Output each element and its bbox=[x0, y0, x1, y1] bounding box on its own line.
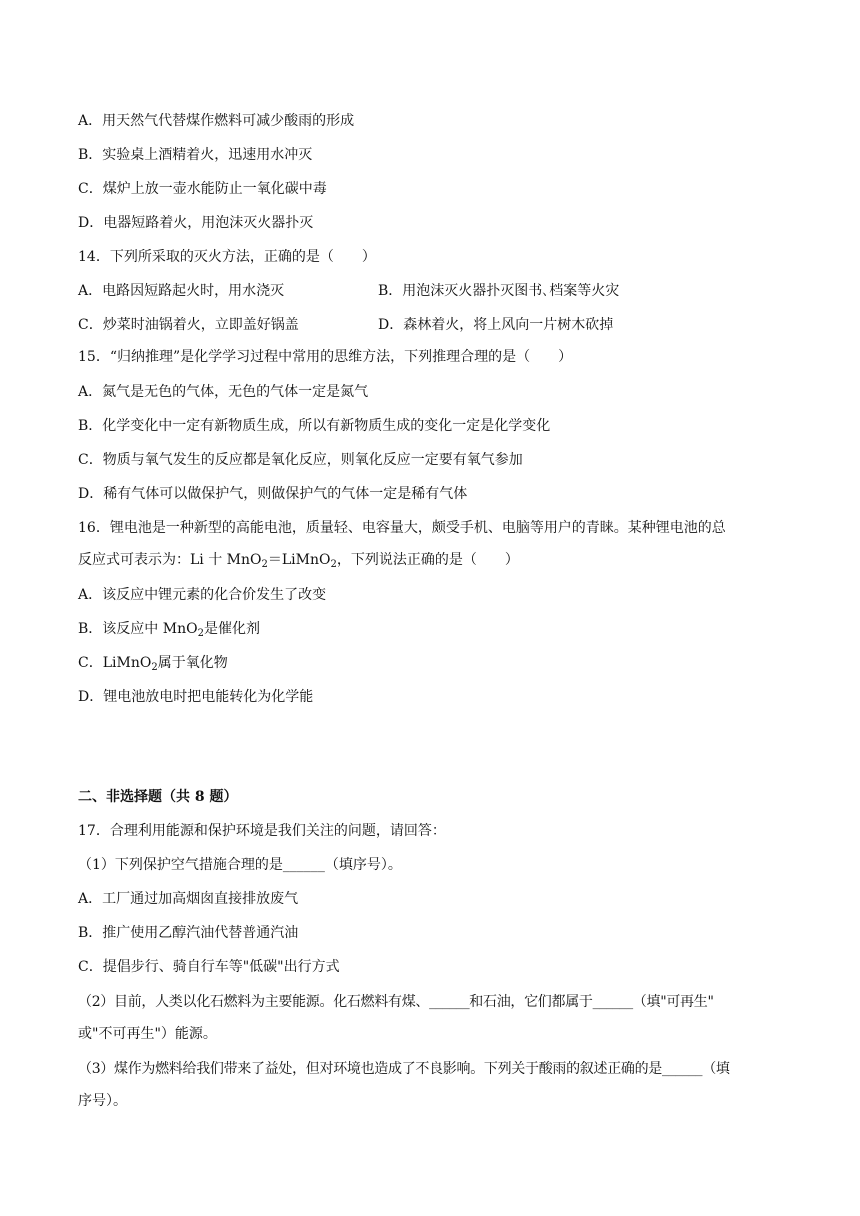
question-15-option-c: C．物质与氧气发生的反应都是氧化反应，则氧化反应一定要有氧气参加 bbox=[78, 452, 523, 468]
question-16-option-a: A．该反应中锂元素的化合价发生了改变 bbox=[78, 587, 327, 603]
question-16-option-b bbox=[78, 619, 260, 639]
question-14-option-a: A．电路因短路起火时，用水浇灭 bbox=[78, 283, 285, 299]
question-15-option-d: D．稀有气体可以做保护气，则做保护气的气体一定是稀有气体 bbox=[78, 486, 468, 502]
question-16-stem-line-2 bbox=[78, 550, 519, 570]
question-13-option-b: B．实验桌上酒精着火，迅速用水冲灭 bbox=[78, 147, 313, 163]
question-14-option-b: B．用泡沫灭火器扑灭图书､档案等火灾 bbox=[378, 283, 620, 299]
option-b-text-tail: 是催化剂 bbox=[203, 621, 260, 637]
question-17-part-2-line-1: （2）目前，人类以化石燃料为主要能源。化石燃料有煤、______和石油，它们都属于______（填"可再生" bbox=[78, 994, 714, 1010]
question-14-stem: 14．下列所采取的灭火方法，正确的是（ ） bbox=[78, 249, 376, 265]
subscript: 2 bbox=[197, 628, 204, 639]
reaction-equation-right: ＝LiMnO bbox=[267, 552, 331, 568]
section-heading: 二、非选择题（共 8 题） bbox=[78, 789, 238, 805]
option-c-text-tail: 属于氧化物 bbox=[157, 655, 228, 671]
question-17-part-3-line-1: （3）煤作为燃料给我们带来了益处，但对环境也造成了不良影响。下列关于酸雨的叙述正确的是______（填 bbox=[78, 1061, 730, 1077]
question-14-option-d: D．森林着火，将上风向一片树木砍掉 bbox=[378, 317, 614, 333]
question-17-part-3-line-2: 序号）。 bbox=[78, 1093, 127, 1109]
question-13-option-a: A．用天然气代替煤作燃料可减少酸雨的形成 bbox=[78, 113, 355, 129]
question-14-option-c: C．炒菜时油锅着火，立即盖好锅盖 bbox=[78, 317, 299, 333]
question-17-part-1: （1）下列保护空气措施合理的是______（填序号）。 bbox=[78, 857, 402, 873]
option-b-text: B．该反应中 MnO bbox=[78, 621, 198, 637]
question-13-option-c: C．煤炉上放一壶水能防止一氧化碳中毒 bbox=[78, 181, 327, 197]
question-16-stem-tail: ，下列说法正确的是（ ） bbox=[336, 552, 519, 568]
question-16-stem-line-1: 16．锂电池是一种新型的高能电池，质量轻、电容量大，颇受手机、电脑等用户的青睐。某种锂电池的总 bbox=[78, 520, 726, 536]
question-16-option-c bbox=[78, 653, 228, 673]
question-17-part-2-line-2: 或"不可再生"）能源。 bbox=[78, 1026, 217, 1042]
question-17-part-1-option-a: A．工厂通过加高烟囱直接排放废气 bbox=[78, 891, 299, 907]
question-17-part-1-option-c: C．提倡步行、骑自行车等"低碳"出行方式 bbox=[78, 959, 340, 975]
question-16-option-d: D．锂电池放电时把电能转化为化学能 bbox=[78, 689, 314, 705]
subscript: 2 bbox=[261, 559, 268, 570]
question-17-part-1-option-b: B．推广使用乙醇汽油代替普通汽油 bbox=[78, 925, 299, 941]
subscript: 2 bbox=[330, 559, 337, 570]
option-c-text: C．LiMnO bbox=[78, 655, 152, 671]
question-15-stem: 15．“归纳推理”是化学学习过程中常用的思维方法，下列推理合理的是（ ） bbox=[78, 349, 573, 365]
question-13-option-d: D．电器短路着火，用泡沫灭火器扑灭 bbox=[78, 215, 314, 231]
subscript: 2 bbox=[151, 662, 158, 673]
question-15-option-b: B．化学变化中一定有新物质生成，所以有新物质生成的变化一定是化学变化 bbox=[78, 418, 551, 434]
question-17-stem: 17．合理利用能源和保护环境是我们关注的问题，请回答： bbox=[78, 823, 446, 839]
question-15-option-a: A．氮气是无色的气体，无色的气体一定是氮气 bbox=[78, 384, 369, 400]
reaction-equation-left: 反应式可表示为：Li 十 MnO bbox=[78, 552, 262, 568]
